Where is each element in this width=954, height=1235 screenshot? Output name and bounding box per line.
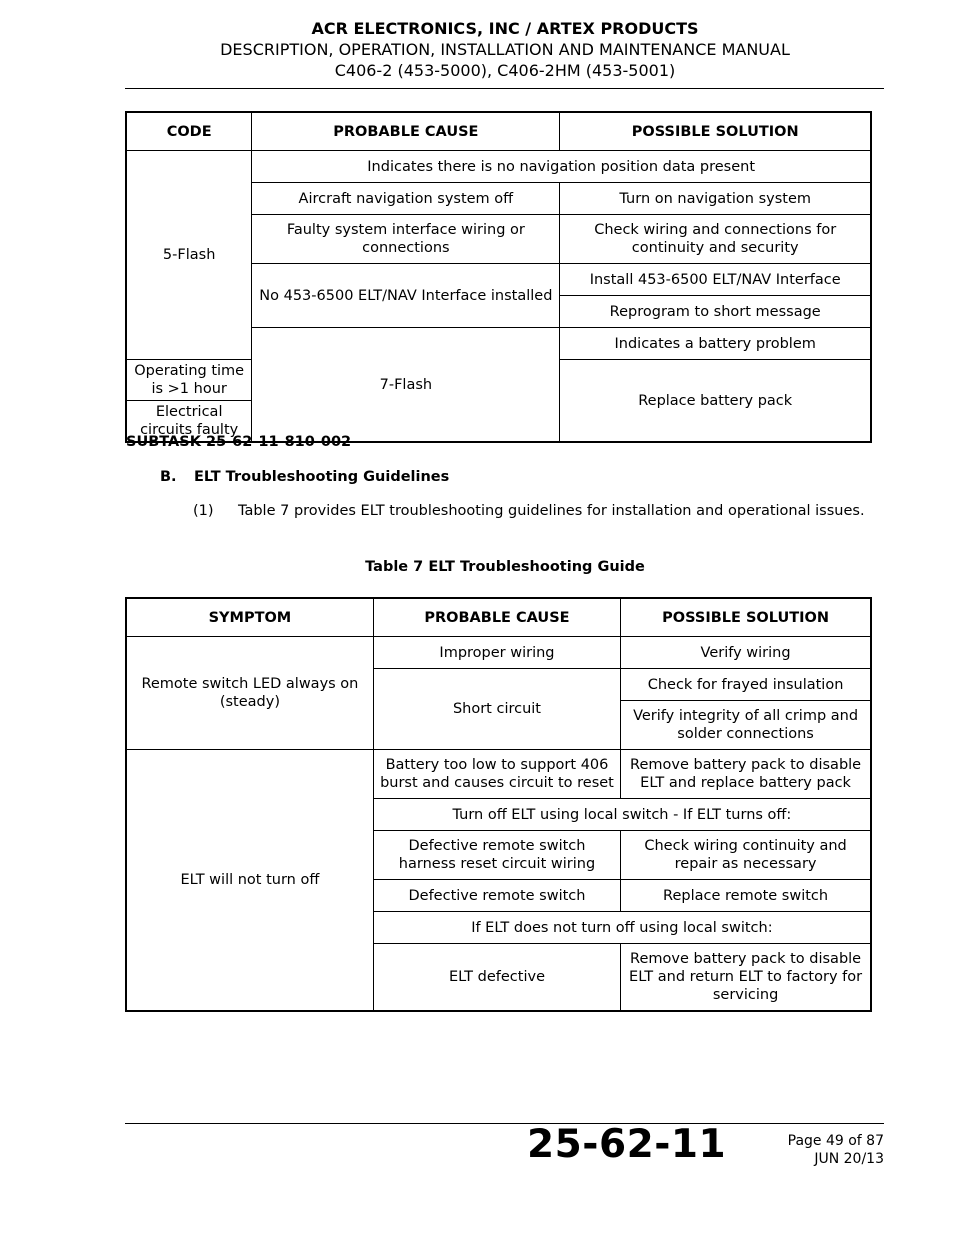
cause-cell: Operating time is >1 hour	[126, 360, 252, 401]
subtask-heading: SUBTASK 25-62-11-810-002	[126, 434, 352, 450]
symptom-cell: Remote switch LED always on (steady)	[126, 637, 373, 750]
code-cell-7-flash: 7-Flash	[252, 328, 560, 443]
table-header-row	[126, 598, 871, 637]
column-header-code: CODE	[126, 112, 252, 151]
solution-cell: Verify wiring	[621, 637, 871, 669]
page-info	[788, 1132, 884, 1168]
note-cell: Turn off ELT using local switch - If ELT turns off:	[373, 799, 871, 831]
table-header-row	[126, 112, 871, 151]
company-name: ACR ELECTRONICS, INC / ARTEX PRODUCTS	[311, 19, 699, 38]
model-numbers: C406-2 (453-5000), C406-2HM (453-5001)	[334, 61, 676, 80]
troubleshooting-table	[125, 597, 872, 1012]
symptom-cell: ELT will not turn off	[126, 750, 373, 1012]
footer-divider	[125, 1123, 884, 1124]
cause-cell: Aircraft navigation system off	[252, 183, 560, 215]
solution-cell: Reprogram to short message	[560, 296, 871, 328]
document-number: 25-62-11	[527, 1122, 727, 1167]
code-cell-5-flash: 5-Flash	[126, 151, 252, 360]
cause-cell: No 453-6500 ELT/NAV Interface installed	[252, 264, 560, 328]
table-row	[126, 750, 871, 799]
page-header	[0, 18, 954, 81]
column-header-symptom: SYMPTOM	[126, 598, 373, 637]
indicator-cell: Indicates a battery problem	[560, 328, 871, 360]
solution-cell: Replace battery pack	[560, 360, 871, 443]
header-divider	[125, 88, 884, 89]
cause-cell: Battery too low to support 406 burst and causes circuit to reset	[373, 750, 620, 799]
cause-cell: ELT defective	[373, 944, 620, 1012]
cause-cell: Faulty system interface wiring or connections	[252, 215, 560, 264]
solution-cell: Turn on navigation system	[560, 183, 871, 215]
note-cell: If ELT does not turn off using local switch:	[373, 912, 871, 944]
paragraph-text: Table 7 provides ELT troubleshooting guidelines for installation and operational issues.	[238, 503, 865, 519]
manual-title: DESCRIPTION, OPERATION, INSTALLATION AND MAINTENANCE MANUAL	[220, 40, 790, 59]
flash-code-table	[125, 111, 872, 443]
solution-cell: Check wiring continuity and repair as necessary	[621, 831, 871, 880]
cause-cell: Defective remote switch	[373, 880, 620, 912]
page-number: Page 49 of 87	[787, 1133, 884, 1149]
table-caption: Table 7 ELT Troubleshooting Guide	[365, 559, 645, 575]
solution-cell: Replace remote switch	[621, 880, 871, 912]
cause-cell: Improper wiring	[373, 637, 620, 669]
column-header-cause: PROBABLE CAUSE	[252, 112, 560, 151]
cause-cell: Electrical circuits faulty	[126, 401, 252, 443]
section-heading	[160, 469, 449, 485]
solution-cell: Install 453-6500 ELT/NAV Interface	[560, 264, 871, 296]
indicator-cell: Indicates there is no navigation position data present	[252, 151, 871, 183]
section-title: ELT Troubleshooting Guidelines	[194, 469, 450, 485]
column-header-solution: POSSIBLE SOLUTION	[560, 112, 871, 151]
column-header-solution: POSSIBLE SOLUTION	[621, 598, 871, 637]
paragraph	[193, 503, 865, 519]
cause-cell: Short circuit	[373, 669, 620, 750]
solution-cell: Check for frayed insulation	[621, 669, 871, 701]
table-row	[126, 151, 871, 183]
solution-cell: Check wiring and connections for continuity and security	[560, 215, 871, 264]
solution-cell: Verify integrity of all crimp and solder connections	[621, 701, 871, 750]
revision-date: JUN 20/13	[814, 1151, 884, 1167]
table-row	[126, 637, 871, 669]
column-header-cause: PROBABLE CAUSE	[373, 598, 620, 637]
section-number: B.	[160, 469, 177, 485]
paragraph-number: (1)	[193, 503, 214, 519]
solution-cell: Remove battery pack to disable ELT and return ELT to factory for servicing	[621, 944, 871, 1012]
solution-cell: Remove battery pack to disable ELT and replace battery pack	[621, 750, 871, 799]
cause-cell: Defective remote switch harness reset circuit wiring	[373, 831, 620, 880]
